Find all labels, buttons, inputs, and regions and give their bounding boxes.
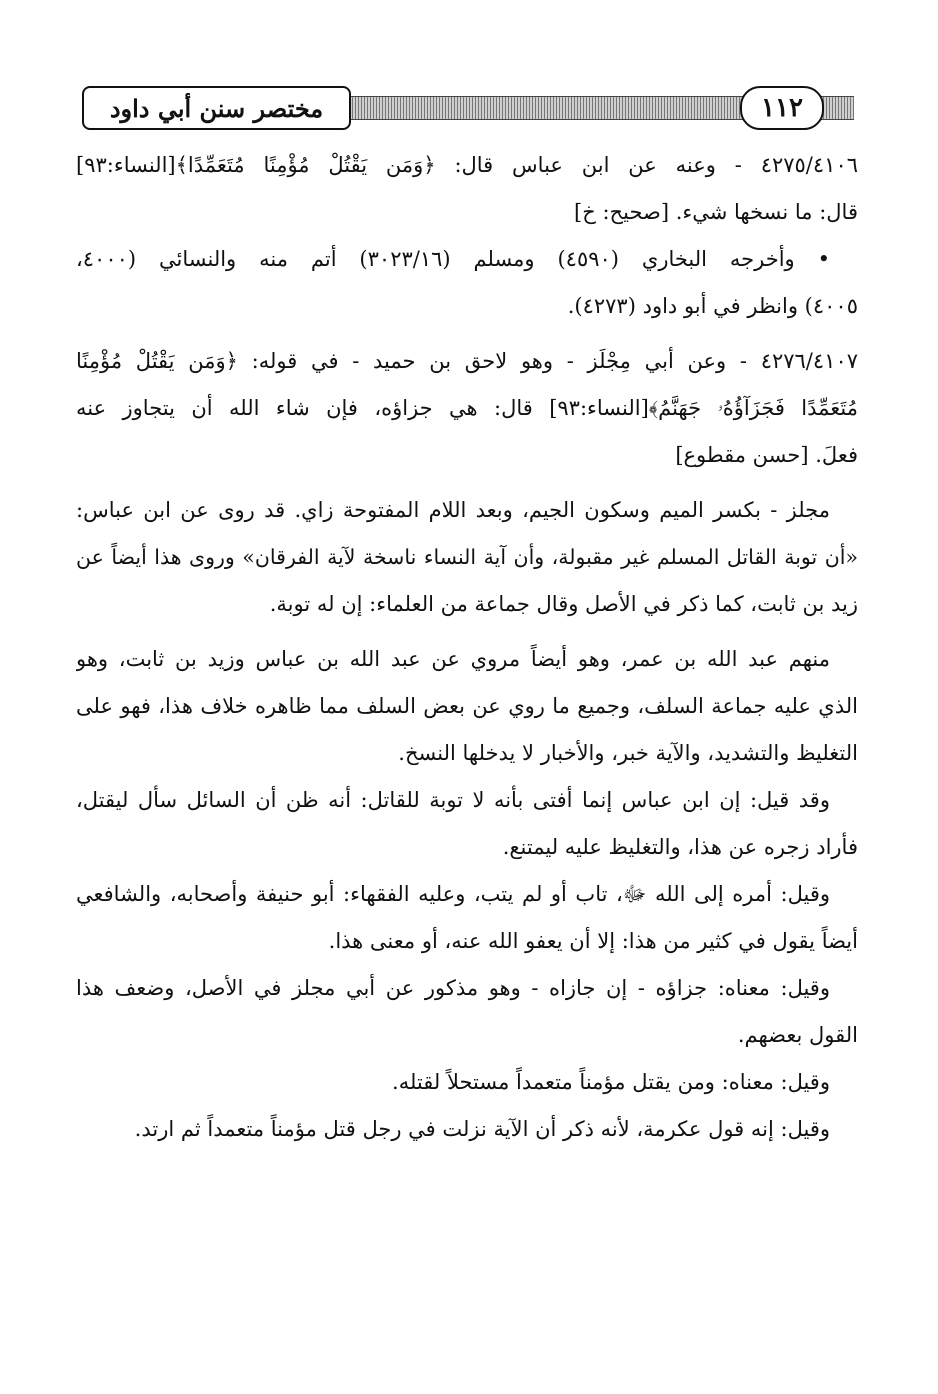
page-number: ١١٢	[740, 86, 824, 130]
hadith-4276-line-2: مُتَعَمِّدًا فَجَزَآؤُهُۥ جَهَنَّمُ﴾[النساء:٩٣] قال: هي جزاؤه، فإن شاء الله أن يتجاوز عنه	[76, 396, 858, 420]
commentary-line-14: وقيل: إنه قول عكرمة، لأنه ذكر أن الآية نزلت في رجل قتل مؤمناً متعمداً ثم ارتد.	[134, 1117, 830, 1141]
commentary-line-12: القول بعضهم.	[737, 1023, 858, 1047]
takhrij-line-1: • وأخرجه البخاري (٤٥٩٠) ومسلم (٣٠٢٣/١٦) أتم منه والنسائي (٤٠٠٠،	[76, 247, 830, 271]
hadith-4276-line-1: ٤٢٧٦/٤١٠٧ - وعن أبي مِجْلَز - وهو لاحق بن حميد - في قوله: ﴿وَمَن يَقْتُلْ مُؤْمِنًا	[76, 349, 858, 373]
commentary-line-13: وقيل: معناه: ومن يقتل مؤمناً متعمداً مستحلاً لقتله.	[392, 1070, 830, 1094]
commentary-line-9: وقيل: أمره إلى الله ﷻ، تاب أو لم يتب، وعليه الفقهاء: أبو حنيفة وأصحابه، والشافعي	[76, 882, 830, 906]
commentary-line-10: أيضاً يقول في كثير من هذا: إلا أن يعفو الله عنه، أو معنى هذا.	[328, 929, 858, 953]
takhrij-line-2: ٤٠٠٥) وانظر في أبو داود (٤٢٧٣).	[567, 294, 858, 318]
commentary-line-11: وقيل: معناه: جزاؤه - إن جازاه - وهو مذكور عن أبي مجلز في الأصل، وضعف هذا	[76, 976, 830, 1000]
hadith-4276-ruling: فعلَ. [حسن مقطوع]	[675, 443, 858, 467]
commentary-line-1: مجلز - بكسر الميم وسكون الجيم، وبعد اللام المفتوحة زاي. قد روى عن ابن عباس:	[76, 498, 830, 522]
commentary-line-5: الذي عليه جماعة السلف، وجميع ما روي عن بعض السلف مما ظاهره خلاف هذا، فهو على	[76, 694, 858, 718]
book-title: مختصر سنن أبي داود	[82, 86, 351, 130]
commentary-line-7: وقد قيل: إن ابن عباس إنما أفتى بأنه لا توبة للقاتل: أنه ظن أن السائل سأل ليقتل،	[76, 788, 830, 812]
commentary-line-3: زيد بن ثابت، كما ذكر في الأصل وقال جماعة من العلماء: إن له توبة.	[269, 592, 858, 616]
commentary-line-2: «أن توبة القاتل المسلم غير مقبولة، وأن آية النساء ناسخة لآية الفرقان» وروى هذا أيضاً عن	[76, 545, 858, 569]
commentary-line-4: منهم عبد الله بن عمر، وهو أيضاً مروي عن عبد الله بن عباس وزيد بن ثابت، وهو	[76, 647, 830, 671]
hadith-4275-ruling: قال: ما نسخها شيء. [صحيح: خ]	[574, 200, 858, 224]
page-header	[82, 86, 854, 130]
commentary-line-8: فأراد زجره عن هذا، والتغليظ عليه ليمتنع.	[502, 835, 858, 859]
hadith-4275-line-1: ٤٢٧٥/٤١٠٦ - وعنه عن ابن عباس قال: ﴿وَمَن يَقْتُلْ مُؤْمِنًا مُتَعَمِّدًا﴾[النساء:٩٣]	[76, 153, 858, 177]
page-body	[76, 142, 858, 1153]
commentary-line-6: التغليظ والتشديد، والآية خبر، والأخبار لا يدخلها النسخ.	[398, 741, 858, 765]
